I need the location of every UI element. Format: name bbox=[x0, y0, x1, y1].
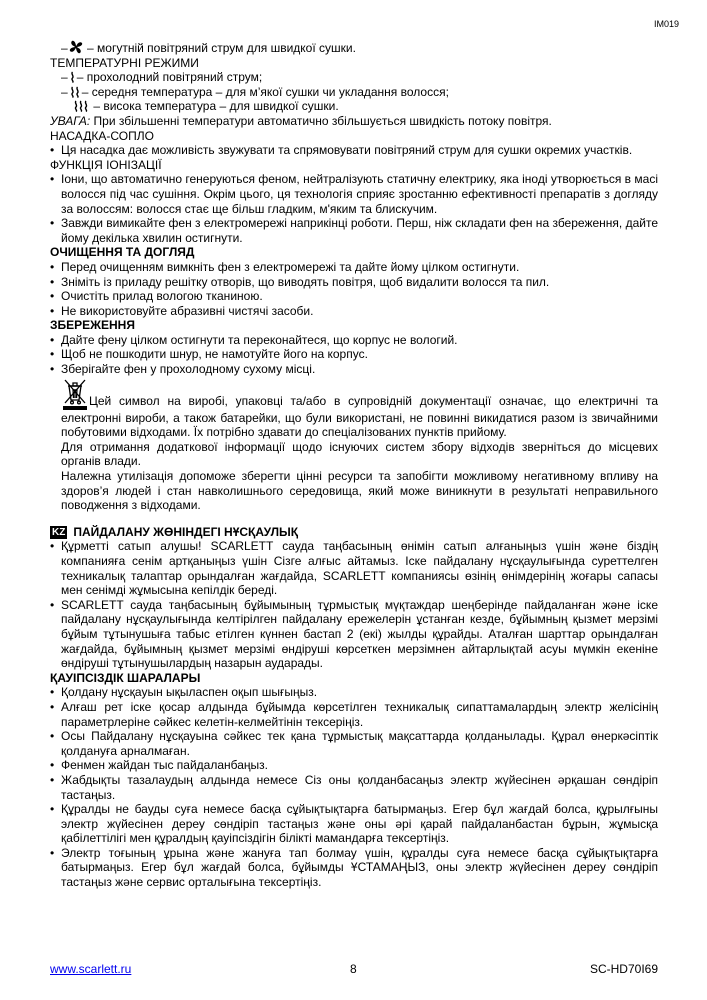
fan-icon bbox=[69, 40, 83, 54]
ionization-heading: ФУНКЦІЯ ІОНІЗАЦІЇ bbox=[50, 157, 162, 172]
kz-section-heading bbox=[50, 525, 658, 540]
list-item: • Щоб не пошкодити шнур, не намотуйте його на корпус. bbox=[50, 347, 658, 362]
list-item: • Іони, що автоматично генеруються феном, нейтралізують статичну електрику, яка іноді утворюється в масі волосся під час сушіння. Окрім цього, ця технологія сприяє зростанню ефективності препаратів з догляду за волоссям: волосся стає ще більш гладким, м'яким та блискучим. bbox=[50, 172, 658, 216]
website-link[interactable]: www.scarlett.ru bbox=[50, 962, 132, 976]
cleaning-heading: ОЧИЩЕННЯ ТА ДОГЛЯД bbox=[50, 245, 195, 260]
warning-label: УВАГА: bbox=[50, 113, 91, 128]
temp-item-text: – висока температура – для швидкої сушки. bbox=[90, 99, 339, 114]
temp-item-high bbox=[50, 99, 658, 114]
dash: – bbox=[61, 84, 68, 99]
warning-line bbox=[50, 114, 658, 129]
list-item: • Ця насадка дає можливість звужувати та спрямовувати повітряний струм для сушки окремих участків. bbox=[50, 143, 658, 158]
kz-safety-heading: ҚАУІПСІЗДІК ШАРАЛАРЫ bbox=[50, 670, 201, 685]
dash: – bbox=[61, 41, 68, 55]
list-item: • Очистіть прилад вологою тканиною. bbox=[50, 289, 658, 304]
temp-item-medium bbox=[50, 85, 658, 100]
list-item: • Қолдану нұсқауын ықыласпен оқып шығыңыз. bbox=[50, 685, 658, 700]
list-item: • Дайте фену цілком остигнути та переконайтеся, що корпус не вологий. bbox=[50, 333, 658, 348]
cleaning-list bbox=[50, 260, 658, 318]
kz-intro-list bbox=[50, 539, 658, 670]
list-item: • Зберігайте фен у прохолодному сухому місці. bbox=[50, 362, 658, 377]
storage-list bbox=[50, 333, 658, 377]
temp-item-text: – прохолодний повітряний струм; bbox=[76, 70, 263, 85]
list-item: • Зніміть із приладу решітку отворів, що виводять повітря, щоб видалити волосся та пил. bbox=[50, 275, 658, 290]
fan-speed-line bbox=[50, 40, 658, 56]
ionization-list bbox=[50, 172, 658, 245]
kz-heading-text: ПАЙДАЛАНУ ЖӨНІНДЕГІ НҰСҚАУЛЫҚ bbox=[73, 524, 299, 539]
list-item: • Не використовуйте абразивні чистячі засоби. bbox=[50, 304, 658, 319]
nozzle-heading: НАСАДКА-СОПЛО bbox=[50, 128, 154, 143]
weee-benefit-paragraph: Належна утилізація допоможе зберегти цінні ресурси та запобігти можливому негативному впливу на здоров’я людей і стан навколишнього середовища, який може виникнути в результаті неправильного поводження з відходами. bbox=[61, 469, 658, 513]
list-item: • Перед очищенням вимкніть фен з електромережі та дайте йому цілком остигнути. bbox=[50, 260, 658, 275]
list-item: • Құралды не бауды суға немесе басқа сұйықтықтарға батырмаңыз. Егер бұл жағдай болса, құрылғыны электр жүйесінен дереу сөндіріп тастаңыз және оны әрі қарай пайдаланбастан бұрын, жұмысқа қабілеттілігі мен құралдың қауіпсіздігін білікті мамандарға тексертіңіз. bbox=[50, 802, 658, 846]
page-footer bbox=[50, 962, 658, 978]
temp-item-text: – середня температура – для м’якої сушки чи укладання волосся; bbox=[81, 84, 449, 99]
page-number: 8 bbox=[350, 962, 357, 976]
temperature-heading: ТЕМПЕРАТУРНІ РЕЖИМИ bbox=[50, 55, 199, 70]
warning-text: При збільшенні температури автоматично збільшується швидкість потоку повітря. bbox=[90, 113, 552, 128]
weee-paragraph bbox=[50, 377, 658, 440]
nozzle-list bbox=[50, 143, 658, 158]
crossed-bin-icon bbox=[61, 377, 89, 411]
model-number: SC-HD70I69 bbox=[589, 962, 658, 976]
list-item: • Электр тоғының ұрына және жануға тап болмау үшін, құралды суға немесе басқа сұйықтықтарға батырмаңыз. Егер бұл жағдай болса, бұйымды ҰСТАМАҢЫЗ, оны электр жүйесінен дереу сөндіріп тастаңыз және сервис орталығына тексертіңіз. bbox=[50, 846, 658, 890]
list-item: • Алғаш рет іске қосар алдында бұйымда көрсетілген техникалық сипаттамалардың электр желісінің параметрлеріне сәйкес келетін-келмейтінін тексеріңіз. bbox=[50, 700, 658, 729]
fan-speed-text: – могутній повітряний струм для швидкої сушки. bbox=[83, 41, 356, 55]
list-item: • Осы Пайдалану нұсқауына сәйкес тек қана тұрмыстық мақсаттарда қолданылады. Құрал өнеркәсіптік қолдануға арналмаған. bbox=[50, 729, 658, 758]
document-code: IM019 bbox=[653, 19, 679, 29]
list-item: • Завжди вимикайте фен з електромережі наприкінці роботи. Перш, ніж складати фен на збереження, дайте йому декілька хвилин остигнути. bbox=[50, 216, 658, 245]
storage-heading: ЗБЕРЕЖЕННЯ bbox=[50, 318, 135, 333]
page-content bbox=[50, 40, 658, 890]
temp-item-cool bbox=[50, 70, 658, 85]
medium-heat-icon bbox=[69, 86, 81, 98]
weee-info-paragraph: Для отримання додаткової інформації щодо існуючих систем збору відходів зверніться до місцевих органів влади. bbox=[61, 439, 658, 469]
list-item: • Фенмен жайдан тыс пайдаланбаңыз. bbox=[50, 758, 658, 773]
list-item: • SCARLETT сауда таңбасының бұйымының тұрмыстық мүқтаждар шеңберінде пайдаланған және іске пайдалану нұсқаулығында келтірілген пайдалану ережелерін ұстанған кезде, бұйымның қызмет мерзімі бұйым тұтынушыға табыс етілген күннен бастап 2 (екі) жылды құрайды. Аталған шарттар орындалған жағдайда, бұйымның қызмет мерзімі өндіруші көрсеткен мерзімнен айтарлықтай асуы мүмкін екеніне өндіруші тұтынушылардың назарын аударады. bbox=[50, 598, 658, 671]
high-heat-icon bbox=[73, 100, 89, 112]
kz-language-badge: KZ bbox=[52, 526, 66, 538]
kz-safety-list bbox=[50, 685, 658, 889]
list-item: • Жабдықты тазалаудың алдында немесе Сіз оны қолданбасаңыз электр жүйесінен әрқашан сөндіріп тастаңыз. bbox=[50, 773, 658, 802]
dash: – bbox=[61, 70, 68, 85]
cool-air-icon bbox=[69, 71, 76, 83]
weee-text: Цей символ на виробі, упаковці та/або в супровідній документації означає, що електричні та електронні вироби, а також батарейки, що були використані, не повинні викидатися разом із звичайними побутовими відходами. Їх потрібно здавати до спеціалізованих пунктів прийому. bbox=[61, 393, 658, 440]
list-item: • Құрметті сатып алушы! SCARLETT сауда таңбасының өнімін сатып алғаныңыз үшін және біздің компанияға сенім артқаныңыз үшін Сізге алғыс айтамыз. Іске пайдалану нұсқаулығында суреттелген техникалық талаптар орындалған жағдайда, SCARLETT компаниясы өзінің өнімдерінің жоғары сапасы мен сенімді жұмысына кепілдік береді. bbox=[50, 539, 658, 597]
